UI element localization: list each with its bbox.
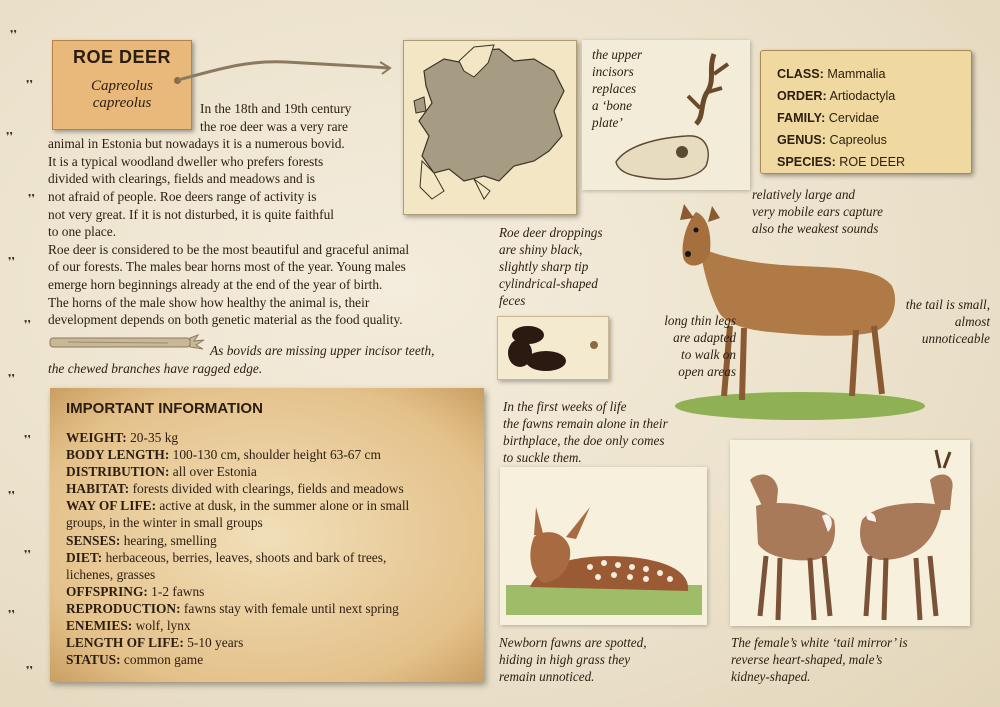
page-title: ROE DEER	[72, 47, 172, 67]
info-row: ENEMIES: wolf, lynx	[66, 618, 191, 634]
info-row: DISTRIBUTION: all over Estonia	[66, 464, 257, 480]
fawn-caption: Newborn fawns are spotted, hiding in high grass they remain unnoticed.	[499, 635, 647, 684]
latin-name: Capreolus capreolus	[91, 78, 153, 111]
deer-pair-card	[730, 440, 970, 626]
ears-caption: relatively large and very mobile ears capture also the weakest sounds	[752, 187, 883, 236]
tail-mirror-caption: The female’s white ‘tail mirror’ is reverse heart-shaped, male’s kidney-shaped.	[731, 635, 908, 684]
tag-string	[176, 56, 396, 96]
taxonomy-row: FAMILY: Cervidae	[777, 111, 880, 125]
info-row: HABITAT: forests divided with clearings, fields and meadows	[66, 481, 404, 497]
intro-text: In the 18th and 19th century the roe deer was a very rare animal in Estonia but nowadays it is a numerous bovid. It is a typical woodland dweller who prefers forests divided with clearings, fields and meadows and is not afraid of people. Roe deers range of activity is not very great. If it is not disturbed, it is quite faithful to one place. Roe deer is considered to be the most beautiful and graceful animal of our forests. The males bear horns most of the year. Young males emerge horn beginnings already at the end of the year of birth. The horns of the male show how healthy the animal is, their development depends on both genetic material as the food quality.	[48, 101, 410, 328]
droppings-card	[497, 316, 609, 380]
droppings-illustration	[498, 317, 608, 379]
info-row: OFFSPRING: 1-2 fawns	[66, 583, 205, 599]
distribution-map	[403, 40, 577, 215]
tail-caption: the tail is small, almost unnoticeable	[905, 297, 990, 346]
taxonomy-card	[760, 50, 972, 174]
spotted-fawn-illustration	[500, 467, 707, 625]
legs-caption: long thin legs are adapted to walk on open areas	[664, 313, 736, 379]
info-row: LENGTH OF LIFE: 5-10 years	[66, 635, 244, 651]
taxonomy-row: SPECIES: ROE DEER	[777, 155, 906, 169]
info-row: BODY LENGTH: 100-130 cm, shoulder height 63-67 cm	[66, 447, 381, 463]
taxonomy-row: CLASS: Mammalia	[777, 67, 886, 81]
taxonomy-row: GENUS: Capreolus	[777, 133, 887, 147]
fawn-weeks-caption: In the first weeks of life the fawns remain alone in their birthplace, the doe only comes to suckle them.	[503, 399, 668, 465]
info-row: DIET: herbaceous, berries, leaves, shoots and bark of trees,	[66, 549, 387, 565]
important-information-panel	[50, 388, 484, 682]
skull-caption: the upper incisors replaces a ‘bone plate’	[592, 47, 643, 130]
info-rows	[66, 429, 476, 668]
info-row: groups, in the winter in small groups	[66, 515, 263, 531]
info-row: WEIGHT: 20-35 kg	[66, 430, 179, 445]
info-row: lichenes, grasses	[66, 566, 156, 582]
taxonomy-row: ORDER: Artiodactyla	[777, 89, 896, 103]
info-row: WAY OF LIFE: active at dusk, in the summer alone or in small	[66, 498, 410, 514]
taxonomy-rows	[777, 63, 905, 173]
info-row: REPRODUCTION: fawns stay with female until next spring	[66, 600, 399, 616]
info-row: STATUS: common game	[66, 652, 204, 668]
info-row: SENSES: hearing, smelling	[66, 532, 217, 548]
fawn-card	[500, 467, 707, 625]
europe-map-illustration	[404, 41, 576, 214]
deer-rear-view-illustration	[730, 440, 970, 626]
info-heading: IMPORTANT INFORMATION	[66, 400, 263, 417]
branch-caption: As bovids are missing upper incisor teeth, the chewed branches have ragged edge.	[48, 343, 435, 376]
droppings-caption: Roe deer droppings are shiny black, slightly sharp tip cylindrical-shaped feces	[499, 225, 603, 308]
